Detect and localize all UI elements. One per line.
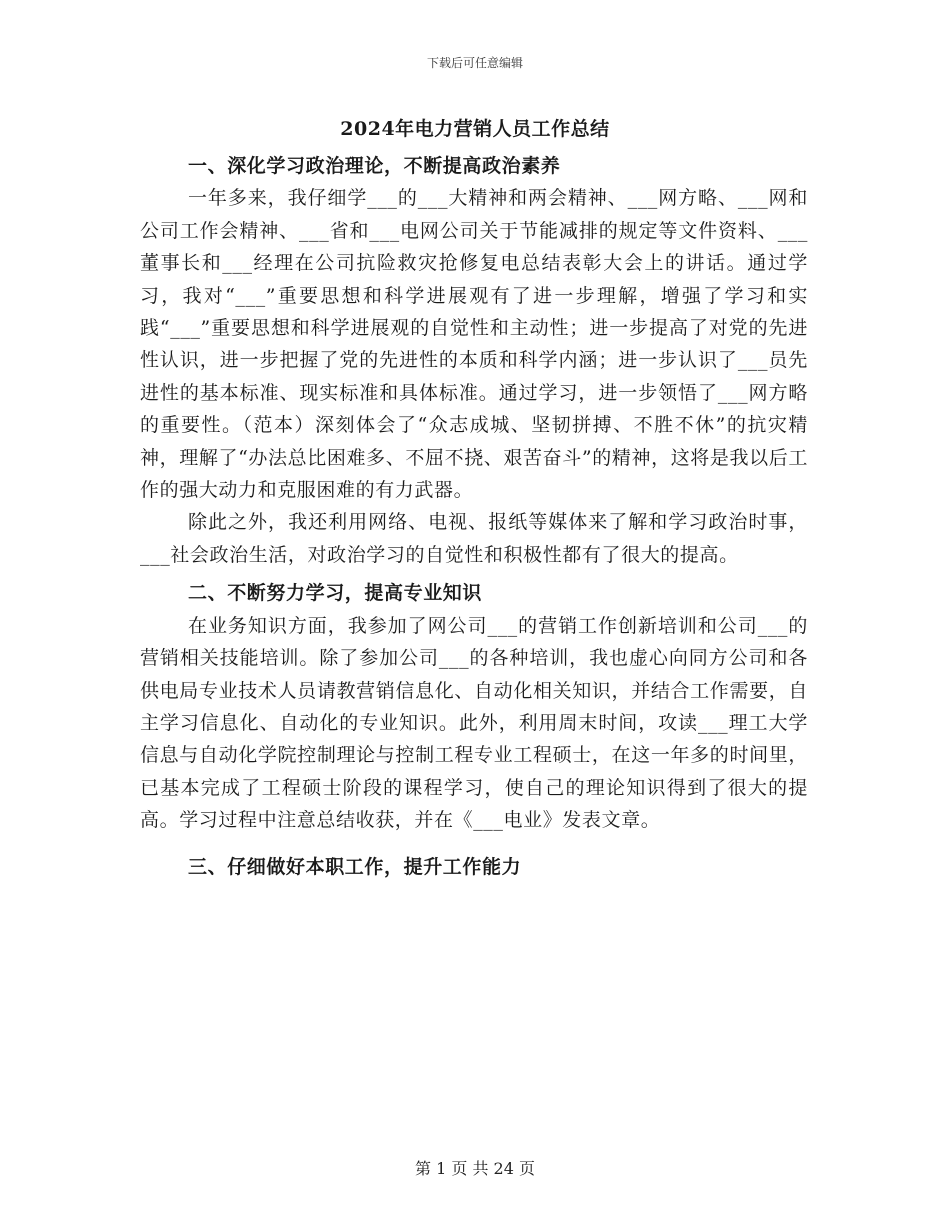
- document-title: 2024年电力营销人员工作总结: [340, 118, 610, 140]
- section-1-paragraph-1: 一年多来，我仔细学___的___大精神和两会精神、___网方略、___网和公司工作会精神、___省和___电网公司关于节能减排的规定等文件资料、___董事长和___经理在公司抗险救灾抢修复电总结表彰大会上的讲话。通过学习，我对“___”重要思想和科学进展观有了进一步理解，增强了学习和实践“___”重要思想和科学进展观的自觉性和主动性；进一步提高了对党的先进性认识，进一步把握了党的先进性的本质和科学内涵；进一步认识了___员先进性的基本标准、现实标准和具体标准。通过学习，进一步领悟了___网方略的重要性。（范本）深刻体会了“众志成城、坚韧拼搏、不胜不休”的抗灾精神，理解了“办法总比困难多、不屈不挠、艰苦奋斗”的精神，这将是我以后工作的强大动力和克服困难的有力武器。: [140, 187, 808, 502]
- section-heading-1: 一、深化学习政治理论，不断提高政治素养: [188, 155, 561, 177]
- section-2-paragraph-1: 在业务知识方面，我参加了网公司___的营销工作创新培训和公司___的营销相关技能培训。除了参加公司___的各种培训，我也虚心向同方公司和各供电局专业技术人员请教营销信息化、自动化相关知识，并结合工作需要，自主学习信息化、自动化的专业知识。此外，利用周末时间，攻读___理工大学信息与自动化学院控制理论与控制工程专业工程硕士，在这一年多的时间里，已基本完成了工程硕士阶段的课程学习，使自己的理论知识得到了很大的提高。学习过程中注意总结收获，并在《___电业》发表文章。: [140, 614, 808, 832]
- section-heading-3: 三、仔细做好本职工作，提升工作能力: [188, 855, 522, 878]
- header-note: 下载后可任意编辑: [426, 56, 523, 70]
- section-heading-2: 二、不断努力学习，提高专业知识: [188, 582, 483, 605]
- document-body: [140, 150, 808, 883]
- section-1-paragraph-2: 除此之外，我还利用网络、电视、报纸等媒体来了解和学习政治时事，___社会政治生活，对政治学习的自觉性和积极性都有了很大的提高。: [140, 511, 808, 566]
- page-number-footer: 第 1 页 共 24 页: [415, 1159, 535, 1178]
